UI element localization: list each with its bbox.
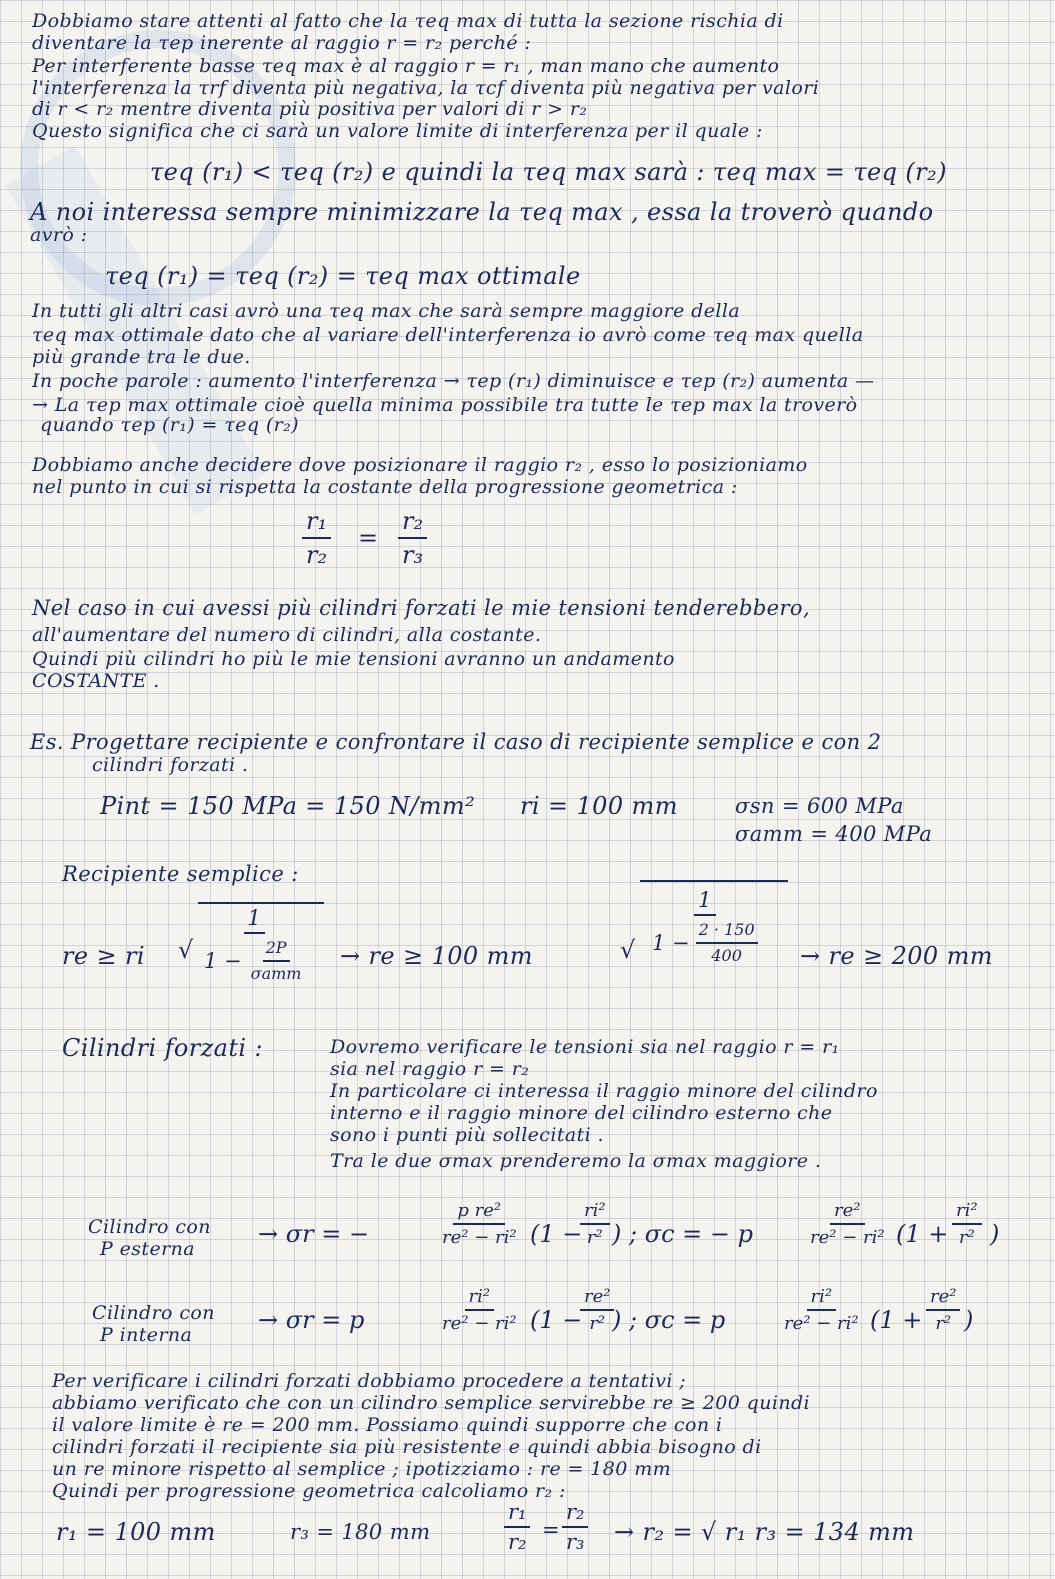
text-line: Dobbiamo stare attenti al fatto che la τeq max di tutta la sezione rischia di: [32, 10, 784, 32]
fraction-numerator: r₂: [398, 507, 427, 539]
inner-numerator: 2P: [263, 936, 290, 962]
fraction-numerator: re²: [926, 1286, 960, 1311]
text-line: l'interferenza la τrf diventa più negativa, la τcf diventa più negativa per valori: [32, 77, 820, 99]
inner-fraction: [248, 936, 305, 986]
fraction-simple-formula: [200, 906, 308, 986]
text-line: Es. Progettare recipiente e confrontare il caso di recipiente semplice e con 2: [30, 730, 882, 754]
sqrt-bar: [640, 880, 788, 882]
sqrt-symbol: √: [178, 936, 194, 964]
fraction: [806, 1200, 889, 1248]
text-line: sono i punti più sollecitati .: [330, 1124, 604, 1146]
fraction-denominator: r²: [935, 1313, 952, 1334]
equation-part: (1 +: [870, 1306, 923, 1334]
text-line: In poche parole : aumento l'interferenza → τep (r₁) diminuisce e τep (r₂) aumenta —: [32, 370, 875, 392]
equals-sign: =: [542, 1518, 560, 1542]
section-heading: Recipiente semplice :: [62, 862, 299, 886]
fraction: [926, 1286, 960, 1334]
text-line: Dobbiamo anche decidere dove posizionare il raggio r₂ , esso lo posizioniamo: [32, 454, 808, 476]
fraction-numerator: ri²: [807, 1286, 837, 1311]
equation-part: r₁ = 100 mm: [56, 1518, 216, 1546]
fraction-r1-r2: [302, 507, 331, 569]
fraction-denominator: r²: [586, 1227, 603, 1248]
text-line: più grande tra le due.: [32, 346, 251, 368]
equation-result: → re ≥ 200 mm: [800, 942, 993, 970]
fraction-numerator: re²: [580, 1286, 614, 1311]
data-inner-radius: ri = 100 mm: [520, 792, 678, 820]
fraction: [580, 1200, 610, 1248]
equation-part: ) ; σc = − p: [612, 1220, 753, 1248]
sqrt-bar: [198, 902, 324, 904]
fraction: [438, 1286, 521, 1334]
equation-part: re ≥ ri: [62, 942, 145, 970]
equation-part: (1 −: [530, 1306, 583, 1334]
text-line: A noi interessa sempre minimizzare la τeq max , essa la troverò quando: [30, 198, 934, 226]
equation-line: τeq (r₁) < τeq (r₂) e quindi la τeq max sarà : τeq max = τeq (r₂): [150, 158, 947, 186]
text-line: all'aumentare del numero di cilindri, alla costante.: [32, 624, 542, 646]
data-pressure: Pint = 150 MPa = 150 N/mm²: [100, 792, 476, 820]
fraction-denominator: r²: [589, 1313, 606, 1334]
fraction-numerator: 1: [244, 906, 265, 934]
fraction: [952, 1200, 982, 1248]
equation-part: → re ≥ 100 mm: [340, 942, 533, 970]
equation-part: (1 −: [530, 1220, 583, 1248]
text-line: sia nel raggio r = r₂: [330, 1058, 530, 1080]
fraction-denominator: [200, 934, 308, 986]
equation-part: r₃ = 180 mm: [290, 1520, 431, 1544]
inner-fraction: [696, 918, 758, 968]
sqrt-symbol: √: [620, 936, 636, 964]
denominator-prefix: 1 −: [204, 949, 242, 973]
fraction-denominator: re² − ri²: [784, 1313, 859, 1334]
fraction-numerator: r₁: [504, 1500, 530, 1528]
text-line: Dovremo verificare le tensioni sia nel raggio r = r₁: [330, 1036, 840, 1058]
fraction-r2-r3: [562, 1500, 588, 1554]
denominator-prefix: 1 −: [652, 931, 690, 955]
fraction-denominator: r₃: [566, 1530, 585, 1554]
section-heading: Cilindri forzati :: [62, 1034, 263, 1062]
inner-numerator: 2 · 150: [696, 918, 758, 944]
text-line: In particolare ci interessa il raggio minore del cilindro: [330, 1080, 878, 1102]
text-line: cilindri forzati il recipiente sia più resistente e quindi abbia bisogno di: [52, 1436, 762, 1458]
equation-part: ): [990, 1220, 1000, 1248]
text-line: Nel caso in cui avessi più cilindri forzati le mie tensioni tenderebbero,: [32, 596, 811, 620]
fraction-numerator: 1: [694, 888, 715, 916]
text-line: avrò :: [30, 224, 88, 246]
text-line: Quindi per progressione geometrica calcoliamo r₂ :: [52, 1480, 566, 1502]
text-line: Tra le due σmax prenderemo la σmax maggiore .: [330, 1150, 822, 1172]
fraction-denominator: [648, 916, 762, 968]
fraction-numerator: ri²: [952, 1200, 982, 1225]
text-line: un re minore rispetto al semplice ; ipotizziamo : re = 180 mm: [52, 1458, 672, 1480]
text-line: nel punto in cui si rispetta la costante della progressione geometrica :: [32, 476, 738, 498]
equation-part: ) ; σc = p: [612, 1306, 726, 1334]
label-cylinder-internal: P interna: [100, 1324, 193, 1346]
fraction-denominator: r₂: [508, 1530, 527, 1554]
equation-line: τeq (r₁) = τeq (r₂) = τeq max ottimale: [105, 262, 581, 290]
text-line: quando τep (r₁) = τeq (r₂): [40, 414, 299, 436]
fraction-r1-r2: [504, 1500, 530, 1554]
text-line: Per interferente basse τeq max è al raggio r = r₁ , man mano che aumento: [32, 55, 780, 77]
text-line: il valore limite è re = 200 mm. Possiamo quindi supporre che con i: [52, 1414, 723, 1436]
data-sigma-amm: σamm = 400 MPa: [735, 822, 933, 846]
text-line: In tutti gli altri casi avrò una τeq max che sarà sempre maggiore della: [32, 300, 741, 322]
text-line: diventare la τep inerente al raggio r = r₂ perché :: [32, 32, 532, 54]
fraction-numerator: r₂: [562, 1500, 588, 1528]
fraction: [580, 1286, 614, 1334]
data-sigma-sn: σsn = 600 MPa: [735, 794, 904, 818]
text-line: Per verificare i cilindri forzati dobbiamo procedere a tentativi ;: [52, 1370, 687, 1392]
fraction-numerator: p re²: [453, 1200, 505, 1225]
fraction-denominator: r²: [958, 1227, 975, 1248]
label-cylinder-external: P esterna: [100, 1238, 195, 1260]
text-line: COSTANTE .: [32, 670, 160, 692]
fraction-numerator: ri²: [580, 1200, 610, 1225]
equation-part: → σr = −: [258, 1220, 370, 1248]
fraction-r2-r3: [398, 507, 427, 569]
text-line: di r < r₂ mentre diventa più positiva per valori di r > r₂: [32, 98, 588, 120]
equation-part: → σr = p: [258, 1306, 365, 1334]
fraction-denominator: re² − ri²: [442, 1227, 517, 1248]
fraction-numerator: r₁: [302, 507, 331, 539]
label-cylinder-internal: Cilindro con: [92, 1302, 215, 1324]
text-line: cilindri forzati .: [92, 754, 249, 776]
text-line: abbiamo verificato che con un cilindro semplice servirebbe re ≥ 200 quindi: [52, 1392, 811, 1414]
text-line: interno e il raggio minore del cilindro esterno che: [330, 1102, 833, 1124]
text-line: τeq max ottimale dato che al variare dell'interferenza io avrò come τeq max quella: [32, 324, 864, 346]
fraction-denominator: r₂: [306, 541, 328, 569]
equals-sign: =: [358, 524, 379, 552]
text-line: Quindi più cilindri ho più le mie tensioni avranno un andamento: [32, 648, 675, 670]
fraction-numerator: re²: [830, 1200, 864, 1225]
equation-part: ): [964, 1306, 974, 1334]
fraction-numerator: ri²: [465, 1286, 495, 1311]
inner-denominator: σamm: [250, 964, 302, 983]
fraction-denominator: r₃: [402, 541, 424, 569]
fraction: [780, 1286, 863, 1334]
label-cylinder-external: Cilindro con: [88, 1216, 211, 1238]
equation-result: → r₂ = √ r₁ r₃ = 134 mm: [614, 1518, 915, 1546]
text-line: Questo significa che ci sarà un valore limite di interferenza per il quale :: [32, 120, 763, 142]
fraction-denominator: re² − ri²: [810, 1227, 885, 1248]
equation-part: (1 +: [896, 1220, 949, 1248]
fraction-denominator: re² − ri²: [442, 1313, 517, 1334]
fraction-numeric: [648, 888, 762, 968]
inner-denominator: 400: [711, 946, 742, 965]
text-line: → La τep max ottimale cioè quella minima possibile tra tutte le τep max la troverò: [32, 394, 858, 416]
fraction: [438, 1200, 521, 1248]
